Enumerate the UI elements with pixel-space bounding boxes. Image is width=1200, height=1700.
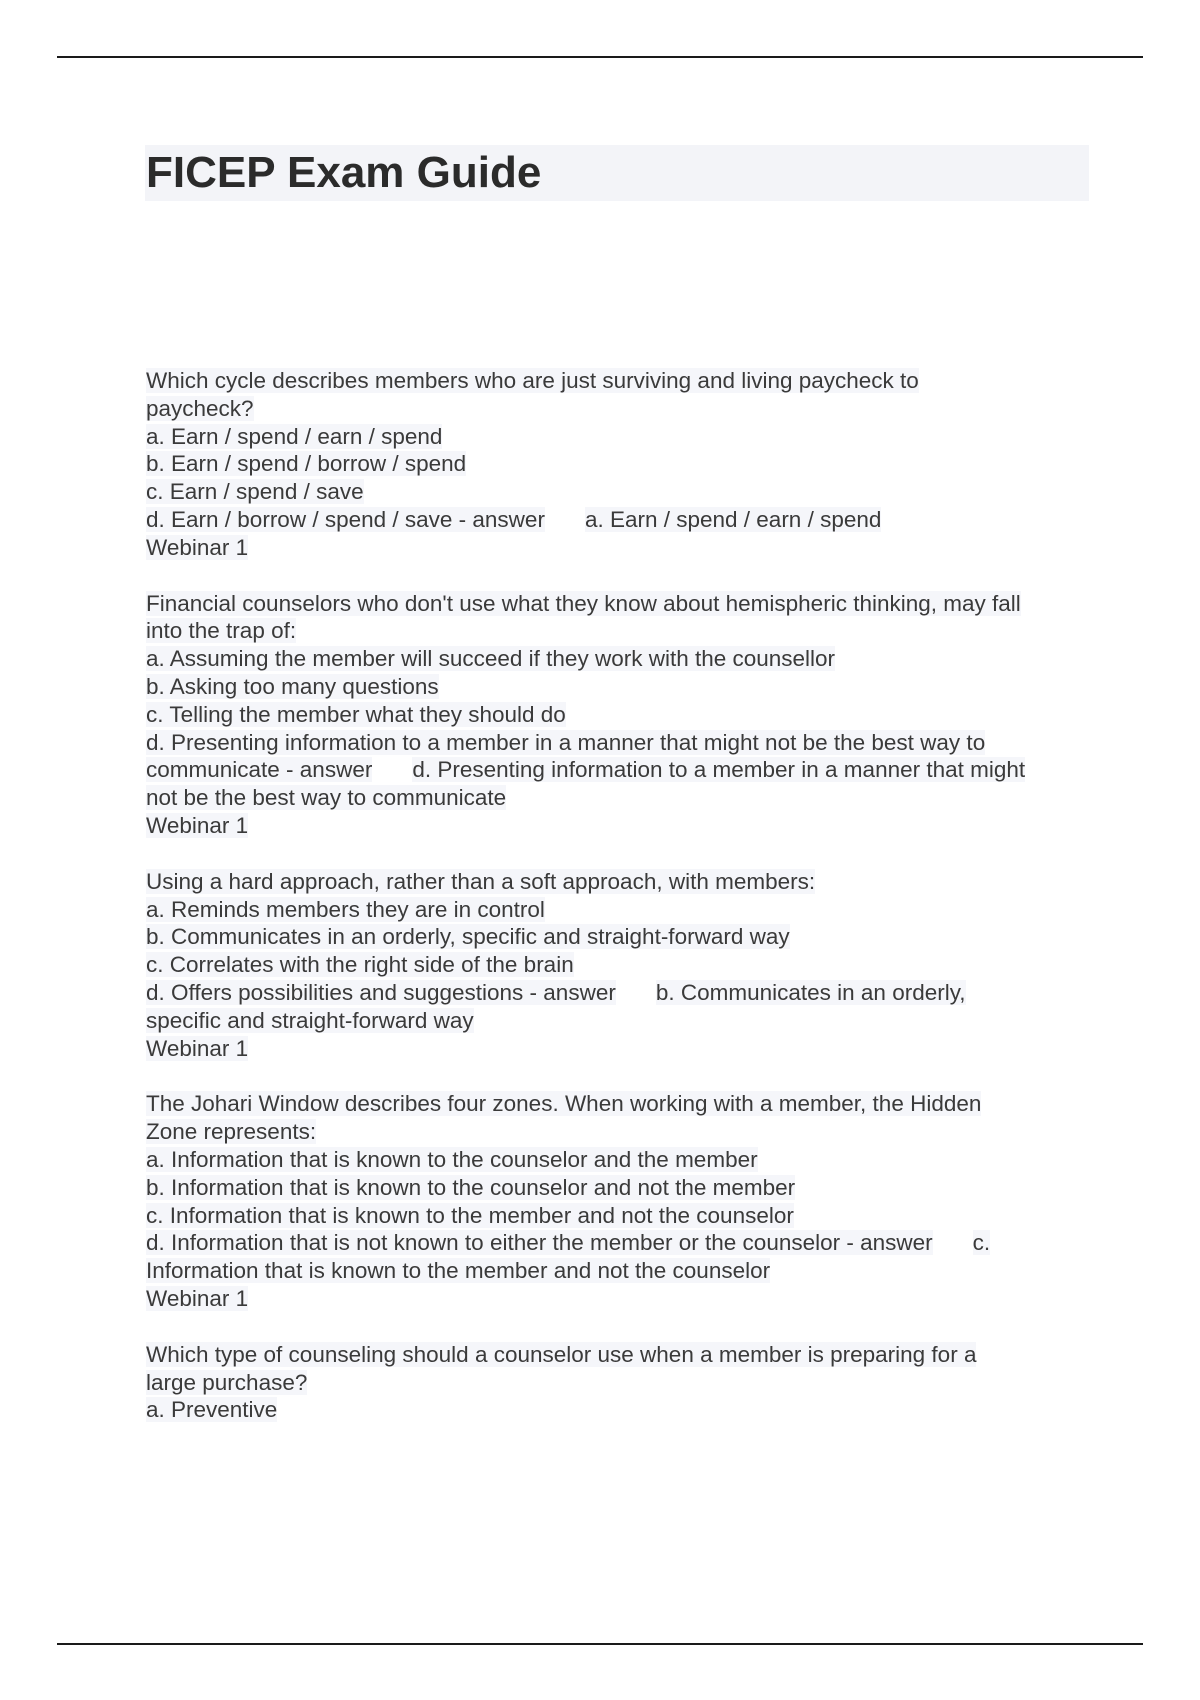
answer-option: c. Telling the member what they should do (146, 701, 566, 727)
question-text: large purchase? (146, 1369, 308, 1395)
answer-line: specific and straight-forward way (146, 1007, 474, 1033)
bottom-rule (57, 1643, 1143, 1645)
question-block (146, 868, 1106, 1063)
correct-answer: d. Presenting information to a member in a manner that might (412, 757, 1026, 783)
question-block (146, 1341, 1106, 1424)
question-block (146, 1090, 1106, 1312)
question-block (146, 367, 1106, 562)
answer-line: d. Information that is not known to either the member or the counselor - answer c. (146, 1230, 991, 1256)
answer-line: Information that is known to the member and not the counselor (146, 1258, 771, 1284)
correct-answer: b. Communicates in an orderly, (655, 979, 966, 1005)
top-rule (57, 56, 1143, 58)
question-text: Financial counselors who don't use what they know about hemispheric thinking, may fall (146, 590, 1021, 616)
answer-line: communicate - answer d. Presenting information to a member in a manner that might (146, 757, 1026, 783)
answer-option: d. Presenting information to a member in a manner that might not be the best way to (146, 729, 986, 755)
answer-option: b. Communicates in an orderly, specific and straight-forward way (146, 924, 790, 950)
question-text: Which type of counseling should a counselor use when a member is preparing for a (146, 1341, 977, 1367)
question-list (146, 367, 1106, 1452)
answer-option: b. Information that is known to the counselor and not the member (146, 1174, 796, 1200)
answer-option: c. Information that is known to the member and not the counselor (146, 1202, 794, 1228)
answer-option: a. Information that is known to the counselor and the member (146, 1146, 758, 1172)
question-text: paycheck? (146, 395, 254, 421)
question-text: Which cycle describes members who are just surviving and living paycheck to (146, 368, 919, 393)
source-label: Webinar 1 (146, 534, 249, 560)
answer-option: b. Earn / spend / borrow / spend (146, 451, 467, 477)
answer-option: a. Assuming the member will succeed if they work with the counsellor (146, 646, 836, 672)
answer-option: b. Asking too many questions (146, 673, 439, 699)
answer-option: c. Earn / spend / save (146, 479, 364, 505)
answer-line: d. Earn / borrow / spend / save - answer a. Earn / spend / earn / spend (146, 506, 882, 532)
answer-line: not be the best way to communicate (146, 785, 507, 811)
question-text: into the trap of: (146, 618, 297, 644)
answer-line: d. Offers possibilities and suggestions - answer b. Communicates in an orderly, (146, 979, 966, 1005)
source-label: Webinar 1 (146, 1035, 249, 1061)
source-label: Webinar 1 (146, 812, 249, 838)
question-block (146, 590, 1106, 840)
answer-option: c. Correlates with the right side of the brain (146, 952, 574, 978)
question-text: Using a hard approach, rather than a soft approach, with members: (146, 868, 816, 894)
answer-option: a. Preventive (146, 1397, 278, 1423)
answer-option: a. Reminds members they are in control (146, 896, 545, 922)
page-title: FICEP Exam Guide (146, 148, 542, 197)
question-text: Zone represents: (146, 1119, 317, 1145)
correct-answer: a. Earn / spend / earn / spend (584, 506, 882, 532)
answer-option: a. Earn / spend / earn / spend (146, 423, 443, 449)
source-label: Webinar 1 (146, 1285, 249, 1311)
question-text: The Johari Window describes four zones. When working with a member, the Hidden (146, 1091, 982, 1117)
correct-answer: c. (972, 1230, 991, 1256)
